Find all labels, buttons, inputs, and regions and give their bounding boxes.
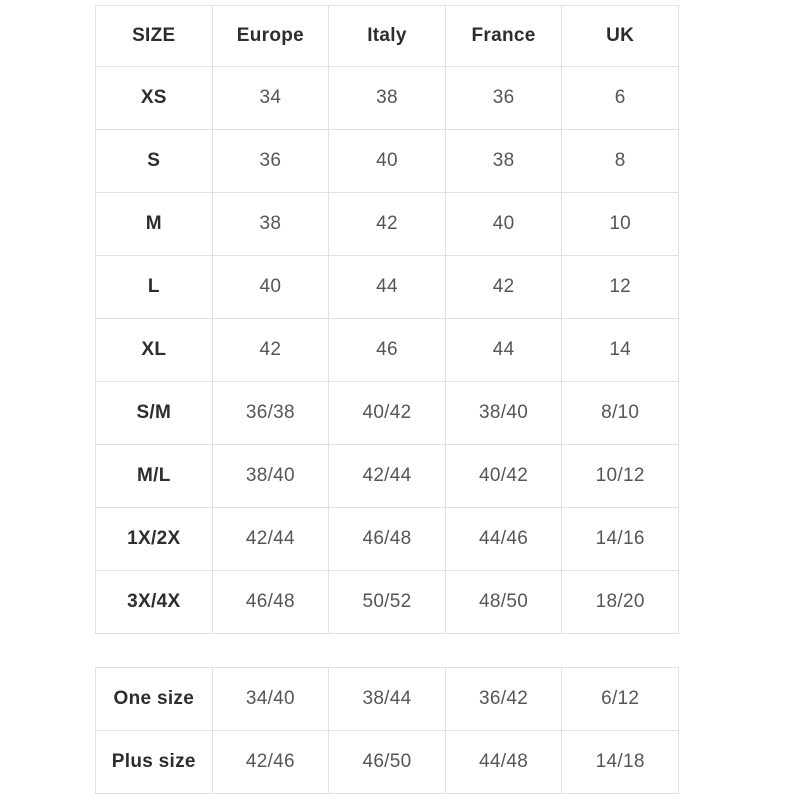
size-label: S/M bbox=[96, 382, 213, 445]
size-value: 10/12 bbox=[562, 445, 679, 508]
size-value: 44/48 bbox=[445, 731, 562, 794]
size-value: 8/10 bbox=[562, 382, 679, 445]
column-header-italy: Italy bbox=[329, 6, 446, 67]
size-label: XS bbox=[96, 67, 213, 130]
size-value: 42 bbox=[445, 256, 562, 319]
table-row-3x4x bbox=[96, 571, 679, 634]
column-header-france: France bbox=[445, 6, 562, 67]
table-row-m bbox=[96, 193, 679, 256]
table-row-xs bbox=[96, 67, 679, 130]
size-value: 38 bbox=[329, 67, 446, 130]
size-value: 38/40 bbox=[212, 445, 329, 508]
size-value: 40 bbox=[445, 193, 562, 256]
column-header-uk: UK bbox=[562, 6, 679, 67]
size-value: 34 bbox=[212, 67, 329, 130]
table-row-plus-size bbox=[96, 731, 679, 794]
size-value: 42/44 bbox=[329, 445, 446, 508]
size-conversion-page bbox=[95, 5, 679, 794]
size-value: 46 bbox=[329, 319, 446, 382]
table-row-sm bbox=[96, 382, 679, 445]
size-conversion-table bbox=[95, 5, 679, 634]
size-value: 42 bbox=[212, 319, 329, 382]
size-value: 42 bbox=[329, 193, 446, 256]
size-label: 1X/2X bbox=[96, 508, 213, 571]
size-value: 42/44 bbox=[212, 508, 329, 571]
special-sizes-table bbox=[95, 667, 679, 794]
table-row-s bbox=[96, 130, 679, 193]
table-row-one-size bbox=[96, 668, 679, 731]
size-value: 38 bbox=[445, 130, 562, 193]
size-value: 6/12 bbox=[562, 668, 679, 731]
size-label: One size bbox=[96, 668, 213, 731]
size-value: 46/50 bbox=[329, 731, 446, 794]
size-value: 48/50 bbox=[445, 571, 562, 634]
column-header-europe: Europe bbox=[212, 6, 329, 67]
size-label: 3X/4X bbox=[96, 571, 213, 634]
table-row-1x2x bbox=[96, 508, 679, 571]
size-value: 36 bbox=[445, 67, 562, 130]
size-value: 44 bbox=[445, 319, 562, 382]
size-value: 50/52 bbox=[329, 571, 446, 634]
size-value: 6 bbox=[562, 67, 679, 130]
size-value: 46/48 bbox=[212, 571, 329, 634]
header-row bbox=[96, 6, 679, 67]
size-value: 12 bbox=[562, 256, 679, 319]
size-value: 38/40 bbox=[445, 382, 562, 445]
size-value: 38 bbox=[212, 193, 329, 256]
size-value: 40 bbox=[212, 256, 329, 319]
table-row-xl bbox=[96, 319, 679, 382]
size-label: S bbox=[96, 130, 213, 193]
column-header-size: SIZE bbox=[96, 6, 213, 67]
size-value: 18/20 bbox=[562, 571, 679, 634]
table-row-ml bbox=[96, 445, 679, 508]
size-value: 40 bbox=[329, 130, 446, 193]
size-value: 34/40 bbox=[212, 668, 329, 731]
size-value: 44/46 bbox=[445, 508, 562, 571]
size-value: 46/48 bbox=[329, 508, 446, 571]
size-value: 14 bbox=[562, 319, 679, 382]
size-label: M/L bbox=[96, 445, 213, 508]
size-value: 40/42 bbox=[445, 445, 562, 508]
size-value: 42/46 bbox=[212, 731, 329, 794]
size-value: 10 bbox=[562, 193, 679, 256]
size-value: 14/16 bbox=[562, 508, 679, 571]
size-label: L bbox=[96, 256, 213, 319]
size-value: 36/38 bbox=[212, 382, 329, 445]
size-value: 14/18 bbox=[562, 731, 679, 794]
size-value: 36/42 bbox=[445, 668, 562, 731]
size-label: Plus size bbox=[96, 731, 213, 794]
size-value: 36 bbox=[212, 130, 329, 193]
size-value: 44 bbox=[329, 256, 446, 319]
size-value: 8 bbox=[562, 130, 679, 193]
size-value: 38/44 bbox=[329, 668, 446, 731]
size-label: M bbox=[96, 193, 213, 256]
size-label: XL bbox=[96, 319, 213, 382]
size-value: 40/42 bbox=[329, 382, 446, 445]
table-row-l bbox=[96, 256, 679, 319]
